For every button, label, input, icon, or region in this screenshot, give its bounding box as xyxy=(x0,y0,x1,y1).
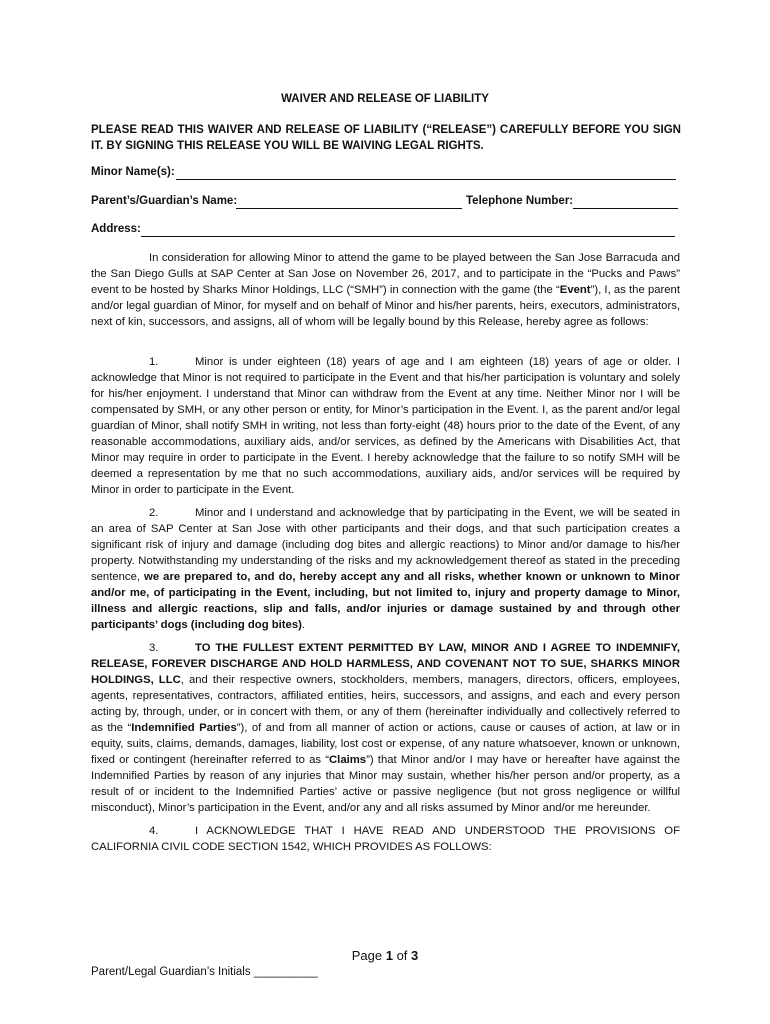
address-label: Address: xyxy=(91,223,141,235)
parent-name-row xyxy=(91,195,237,207)
minor-names-field[interactable] xyxy=(176,165,676,180)
page-word: Page xyxy=(351,948,383,963)
document-title: WAIVER AND RELEASE OF LIABILITY xyxy=(281,93,489,105)
paragraph-3-bold-text: TO THE FULLEST EXTENT PERMITTED BY LAW, MINOR AND I AGREE TO INDEMNIFY, RELEASE, FOREVER DISCHARGE AND HOLD HARMLESS, AND COVENANT NOT TO SUE, SHARKS MINOR HOLDINGS, LLC xyxy=(91,642,680,686)
intro-text-2: ”), I, as the parent and/or legal guardian of Minor, for myself and on behalf of Minor and his/her parents, heirs, executors, administrators, next of kin, successors, and assigns, all of whom will be legally bound by this Release, hereby agree as follows: xyxy=(91,283,680,328)
page-total: 3 xyxy=(411,948,419,963)
paragraph-1-text: Minor is under eighteen (18) years of age and I am eighteen (18) years of age or older. I acknowledge that Minor is not required to participate in the Event and that his/her participation is voluntary and solely for his/her enjoyment. I understand that Minor can withdraw from the Event at any time. Neither Minor nor I will be compensated by SMH, or any other person or entity, for Minor’s participation in the Event. I, as the parent and/or legal guardian of Minor, shall notify SMH in writing, not less than forty-eight (48) hours prior to the date of the Event, of any reasonable accommodations, auxiliary aids, and/or services, as defined by the Americans with Disabilities Act, that Minor may require in order to participate in the Event. I hereby acknowledge that the failure to so notify SMH will be deemed a representation by me that no such accommodations, auxiliary aids, and/or services will be required by Minor in order to participate in the Event. xyxy=(91,356,680,496)
paragraph-3-text-1: , and their respective owners, stockholders, members, managers, directors, officers, employees, agents, representatives, contractors, affiliated entities, heirs, successors, and assigns, and each and every person acting by, through, under, or in concert with them, or any of them (hereinafter individually and collectively referred to as the “ xyxy=(91,673,680,734)
paragraph-3-text-3: ”) that Minor and/or I may have or hereafter have against the Indemnified Parties by reason of any injuries that Minor may sustain, whether his/her person and/or property, as a result of or incident to the Indemnified Parties’ active or passive negligence (but not gross negligence or willful misconduct), Minor’s participation in the Event, and/or any and all risks assumed by Minor and/or me hereunder. xyxy=(91,753,680,814)
paragraph-3-text-2: ”), of and from all manner of action or actions, cause or causes of action, at law or in equity, suits, claims, demands, damages, liability, lost cost or expense, of any nature whatsoever, known or unknown, fixed or contingent (hereinafter referred to as “ xyxy=(91,721,680,766)
initials-field[interactable]: __________ xyxy=(253,966,318,978)
paragraph-2 xyxy=(91,506,680,634)
telephone-row xyxy=(466,195,573,207)
paragraph-3 xyxy=(91,641,680,816)
indemnified-parties-term: Indemnified Parties xyxy=(131,721,237,734)
minor-names-row xyxy=(91,166,175,178)
paragraph-2-end: . xyxy=(301,618,306,631)
paragraph-2-bold-text: we are prepared to, and do, hereby accept any and all risks, whether known or unknown to Minor and/or me, of participating in the Event, including, but not limited to, injury and property damage to Minor, illness and allergic reactions, slip and falls, and/or injuries or damage sustained by and through other participants’ dogs (including dog bites) xyxy=(91,570,680,631)
address-field[interactable] xyxy=(141,222,675,237)
paragraph-4 xyxy=(91,824,680,856)
event-term: Event xyxy=(559,283,591,296)
intro-text-1: In consideration for allowing Minor to attend the game to be played between the San Jose Barracuda and the San Diego Gulls at SAP Center at San Jose on November 26, 2017, and to participate in the “Pucks and Paws” event to be hosted by Sharks Minor Holdings, LLC (“SMH”) in connection with the game (the “ xyxy=(91,252,680,296)
paragraph-2-text: Minor and I understand and acknowledge that by participating in the Event, we will be seated in an area of SAP Center at San Jose with other participants and their dogs, and that such participation creates a significant risk of injury and damage (including dog bites and allergic reactions) to Minor and/or damage to his/her property. Notwithstanding my understanding of the risks and my acknowledgement thereof as stated in the preceding sentence, xyxy=(91,507,680,583)
paragraph-1-number: 1. xyxy=(149,356,159,368)
initials-label: Parent/Legal Guardian’s Initials xyxy=(91,966,251,978)
paragraph-3-number: 3. xyxy=(149,642,159,654)
telephone-label: Telephone Number: xyxy=(466,195,574,207)
parent-name-field[interactable] xyxy=(236,194,462,209)
telephone-field[interactable] xyxy=(573,194,678,209)
initials-row xyxy=(91,966,318,978)
page-of: of xyxy=(396,948,408,963)
warning-notice: PLEASE READ THIS WAIVER AND RELEASE OF LIABILITY (“RELEASE”) CAREFULLY BEFORE YOU SIGN IT. BY SIGNING THIS RELEASE YOU WILL BE WAIVING LEGAL RIGHTS. xyxy=(91,124,681,152)
minor-names-label: Minor Name(s): xyxy=(91,166,175,178)
parent-name-label: Parent’s/Guardian’s Name: xyxy=(91,195,238,207)
page-number xyxy=(0,948,770,963)
intro-paragraph xyxy=(91,251,680,331)
paragraph-4-text: I ACKNOWLEDGE THAT I HAVE READ AND UNDERSTOOD THE PROVISIONS OF CALIFORNIA CIVIL CODE SECTION 1542, WHICH PROVIDES AS FOLLOWS: xyxy=(91,825,680,853)
claims-term: Claims xyxy=(329,753,367,766)
paragraph-1 xyxy=(91,355,680,499)
page-current: 1 xyxy=(385,948,393,963)
address-row xyxy=(91,223,141,235)
paragraph-4-number: 4. xyxy=(149,825,159,837)
paragraph-2-number: 2. xyxy=(149,507,159,519)
